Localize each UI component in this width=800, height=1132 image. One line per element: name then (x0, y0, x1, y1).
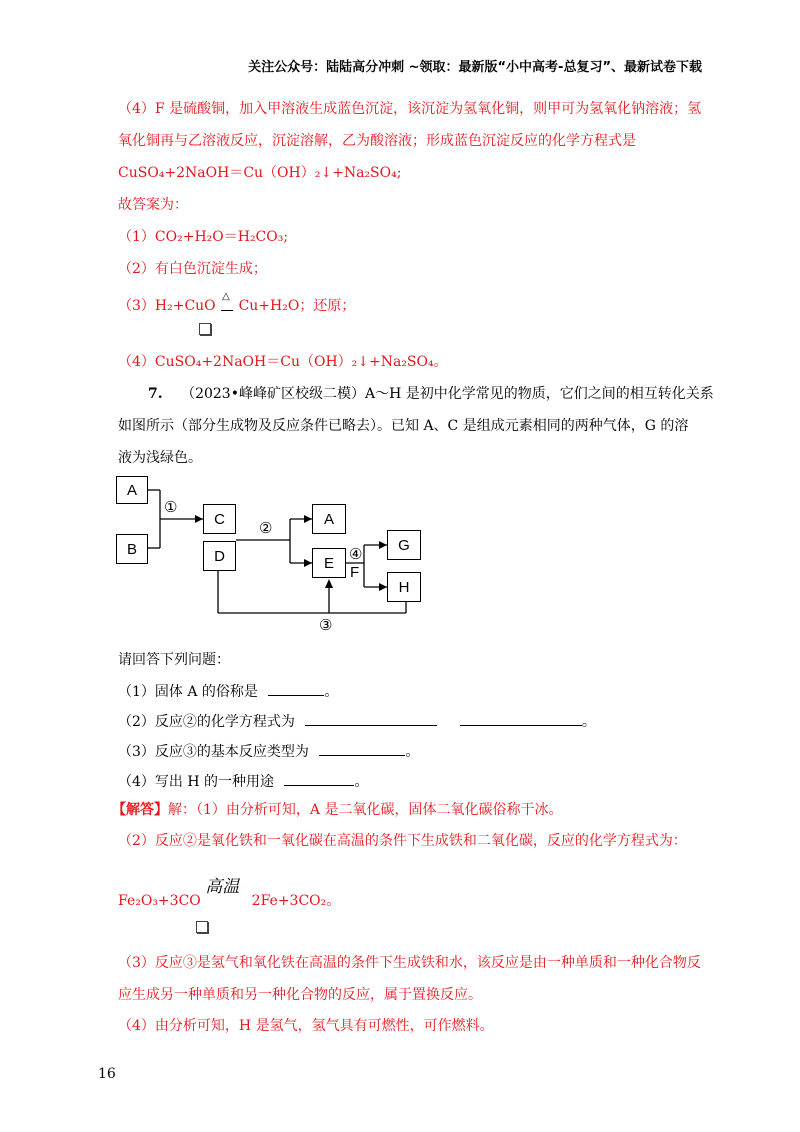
answer-4: （4）CuSO₄+2NaOH＝Cu（OH）₂↓+Na₂SO₄。 (118, 354, 448, 370)
answer-3-post: Cu+H₂O；还原； (238, 298, 356, 314)
answer-blank-2a[interactable] (305, 711, 437, 726)
heat-condition: △ (222, 291, 230, 302)
equation-products: 2Fe+3CO₂。 (251, 893, 341, 909)
placeholder-box-icon-2 (196, 916, 208, 935)
prompt-3-text: （3）反应③的基本反应类型为 (118, 744, 309, 760)
reaction-label-1: ① (164, 498, 178, 516)
page-header: 关注公众号：陆陆高分冲刺 ~领取：最新版“小中高考-总复习”、最新试卷下载 (248, 60, 702, 75)
analysis-line2: （2）反应②是氧化铁和一氧化碳在高温的条件下生成铁和二氧化碳，反应的化学方程式为： (118, 833, 687, 849)
p4-line1: （4）F 是硫酸铜，加入甲溶液生成蓝色沉淀，该沉淀为氢氧化铜，则甲可为氢氧化钠溶液；氢 (118, 101, 702, 117)
p4-line2: 氧化铜再与乙溶液反应，沉淀溶解，乙为酸溶液；形成蓝色沉淀反应的化学方程式是 (118, 133, 636, 149)
prompt-4 (118, 771, 368, 792)
box-b: B (116, 534, 148, 564)
answer-blank-2b[interactable] (460, 711, 582, 726)
reaction-label-4: ④ (349, 545, 363, 563)
reagent-label-f: F (350, 564, 360, 581)
summary-label: 故答案为： (118, 197, 188, 213)
box-d: D (203, 541, 236, 571)
answer-3-pre: （3）H₂+CuO (118, 298, 216, 314)
equation-reactants: Fe₂O₃+3CO (118, 893, 201, 909)
answer-2: （2）有白色沉淀生成； (118, 261, 267, 277)
prompt-4-text: （4）写出 H 的一种用途 (118, 774, 275, 790)
answer-blank-1[interactable] (268, 681, 324, 696)
box-e: E (312, 548, 346, 578)
answer-1: （1）CO₂+H₂O＝H₂CO₃; (118, 229, 289, 245)
high-temp-condition: 高温 (205, 877, 240, 897)
analysis-line1 (112, 800, 562, 820)
prompt-3-end: 。 (405, 744, 420, 760)
question-number: 7. (148, 386, 163, 402)
question-line3: 液为浅绿色。 (118, 450, 202, 466)
analysis-line3b: 应生成另一种单质和另一种化合物的反应，属于置换反应。 (118, 987, 482, 1003)
prompt-2 (118, 711, 596, 732)
prompt-intro: 请回答下列问题： (118, 652, 230, 668)
box-a2: A (312, 504, 346, 534)
analysis-line4: （4）由分析可知，H 是氢气，氢气具有可燃性，可作燃料。 (118, 1018, 494, 1034)
answer-blank-4[interactable] (284, 771, 354, 786)
question-text-1: （2023•峰峰矿区校级二模）A～H 是初中化学常见的物质，它们之间的相互转化关系 (181, 386, 714, 402)
prompt-1-end: 。 (324, 684, 339, 700)
prompt-2-text: （2）反应②的化学方程式为 (118, 714, 295, 730)
prompt-2-end: 。 (581, 714, 596, 730)
analysis-equation (118, 877, 341, 911)
page-number: 16 (98, 1066, 116, 1082)
reaction-label-2: ② (259, 519, 273, 537)
prompt-1-text: （1）固体 A 的俗称是 (118, 684, 258, 700)
prompt-1 (118, 681, 338, 702)
box-a1: A (116, 476, 148, 504)
box-c: C (203, 504, 236, 534)
prompt-4-end: 。 (354, 774, 369, 790)
analysis-line3a: （3）反应③是氢气和氧化铁在高温的条件下生成铁和水，该反应是由一种单质和一种化合物反 (118, 955, 701, 971)
box-h: H (387, 572, 421, 602)
p4-equation: CuSO₄+2NaOH＝Cu（OH）₂↓+Na₂SO₄; (118, 165, 402, 181)
question-line2: 如图所示（部分生成物及反应条件已略去）。已知 A、C 是组成元素相同的两种气体，G 的溶 (118, 418, 689, 434)
prompt-3 (118, 741, 419, 762)
answer-blank-3[interactable] (319, 741, 405, 756)
box-g: G (387, 530, 421, 560)
reaction-label-3: ③ (319, 616, 333, 634)
analysis-tag: 【解答】 (112, 802, 168, 818)
analysis-text-1: 解：（1）由分析可知，A 是二氧化碳，固体二氧化碳俗称干冰。 (168, 802, 563, 818)
